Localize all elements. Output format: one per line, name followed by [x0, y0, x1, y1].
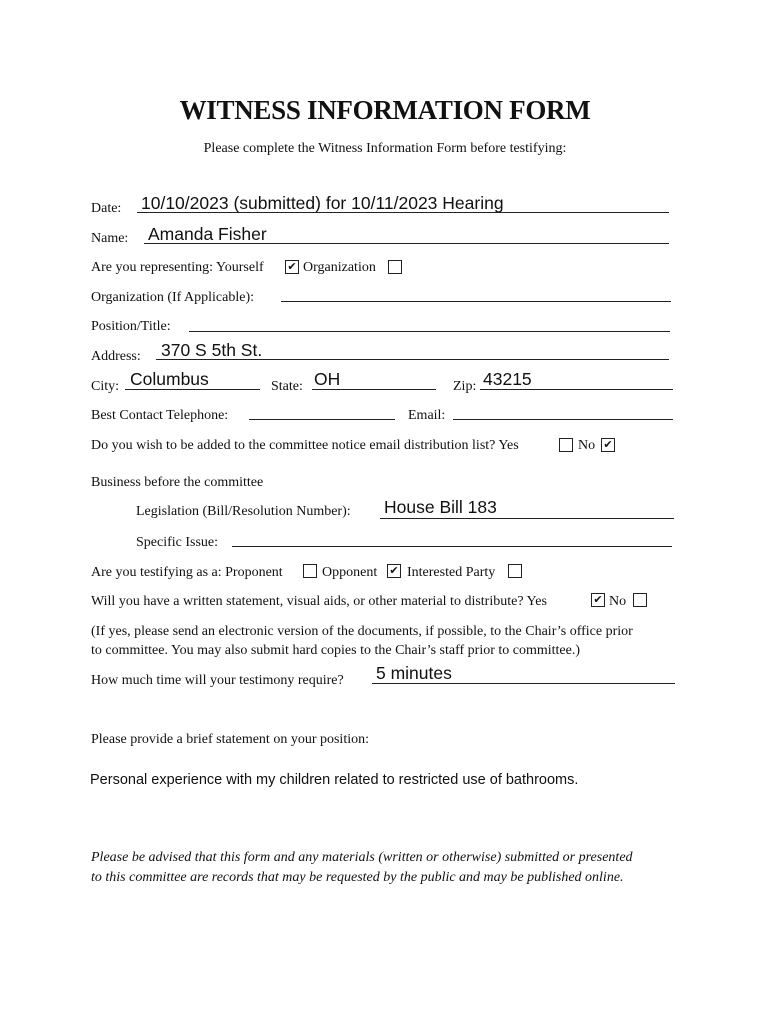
city-field-line	[125, 389, 260, 390]
legislation-label: Legislation (Bill/Resolution Number):	[136, 504, 351, 519]
position-title-field-line	[189, 331, 670, 332]
position-title-label: Position/Title:	[91, 319, 171, 334]
form-subtitle: Please complete the Witness Information Form before testifying:	[203, 141, 567, 156]
organization-option-label: Organization	[303, 260, 376, 275]
if-yes-note-line1: (If yes, please send an electronic version of the documents, if possible, to the Chair’s office prior	[91, 624, 633, 639]
opponent-checkbox[interactable]: ✔	[387, 564, 401, 578]
telephone-field-line	[249, 419, 395, 420]
notice-list-no-checkbox[interactable]: ✔	[601, 438, 615, 452]
zip-label: Zip:	[453, 379, 477, 394]
organization-field-line	[281, 301, 671, 302]
telephone-label: Best Contact Telephone:	[91, 408, 229, 423]
proponent-checkbox[interactable]	[303, 564, 317, 578]
business-heading: Business before the committee	[91, 475, 264, 490]
written-statement-no-checkbox[interactable]	[633, 593, 647, 607]
address-field-line	[156, 359, 669, 360]
disclaimer-line2: to this committee are records that may be requested by the public and may be published online.	[91, 870, 624, 885]
representing-label: Are you representing: Yourself	[91, 260, 264, 275]
if-yes-note-line2: to committee. You may also submit hard copies to the Chair’s staff prior to committee.)	[91, 643, 581, 658]
address-value[interactable]: 370 S 5th St.	[161, 340, 263, 360]
state-label: State:	[271, 379, 303, 394]
specific-issue-field-line	[232, 546, 672, 547]
position-statement-value[interactable]: Personal experience with my children related to restricted use of bathrooms.	[90, 772, 579, 788]
representing-yourself-checkbox[interactable]: ✔	[285, 260, 299, 274]
notice-list-no-label: No	[578, 438, 596, 453]
time-required-value[interactable]: 5 minutes	[376, 663, 452, 683]
city-label: City:	[91, 379, 120, 394]
notice-list-label: Do you wish to be added to the committee notice email distribution list? Yes	[91, 438, 519, 453]
written-statement-no-label: No	[609, 594, 627, 609]
email-field-line	[453, 419, 673, 420]
name-field-line	[144, 243, 669, 244]
opponent-label: Opponent	[322, 565, 378, 580]
specific-issue-label: Specific Issue:	[136, 535, 219, 550]
email-label: Email:	[408, 408, 446, 423]
city-value[interactable]: Columbus	[130, 369, 209, 389]
name-label: Name:	[91, 231, 129, 246]
zip-field-line	[480, 389, 673, 390]
date-value[interactable]: 10/10/2023 (submitted) for 10/11/2023 Hearing	[141, 193, 504, 213]
disclaimer-line1: Please be advised that this form and any materials (written or otherwise) submitted or presented	[91, 850, 633, 865]
time-required-label: How much time will your testimony require?	[91, 673, 344, 688]
legislation-field-line	[380, 518, 674, 519]
written-statement-label: Will you have a written statement, visual aids, or other material to distribute? Yes	[91, 594, 547, 609]
state-field-line	[312, 389, 436, 390]
form-title: WITNESS INFORMATION FORM	[179, 95, 591, 125]
time-required-field-line	[372, 683, 675, 684]
interested-party-checkbox[interactable]	[508, 564, 522, 578]
name-value[interactable]: Amanda Fisher	[148, 224, 267, 244]
zip-value[interactable]: 43215	[483, 369, 532, 389]
date-label: Date:	[91, 201, 122, 216]
legislation-value[interactable]: House Bill 183	[384, 497, 497, 517]
notice-list-yes-checkbox[interactable]	[559, 438, 573, 452]
testifying-as-label: Are you testifying as a: Proponent	[91, 565, 283, 580]
date-field-line	[137, 212, 669, 213]
interested-party-label: Interested Party	[407, 565, 496, 580]
address-label: Address:	[91, 349, 141, 364]
state-value[interactable]: OH	[314, 369, 341, 389]
written-statement-yes-checkbox[interactable]: ✔	[591, 593, 605, 607]
representing-organization-checkbox[interactable]	[388, 260, 402, 274]
brief-statement-label: Please provide a brief statement on your position:	[91, 732, 369, 747]
organization-label: Organization (If Applicable):	[91, 290, 255, 305]
